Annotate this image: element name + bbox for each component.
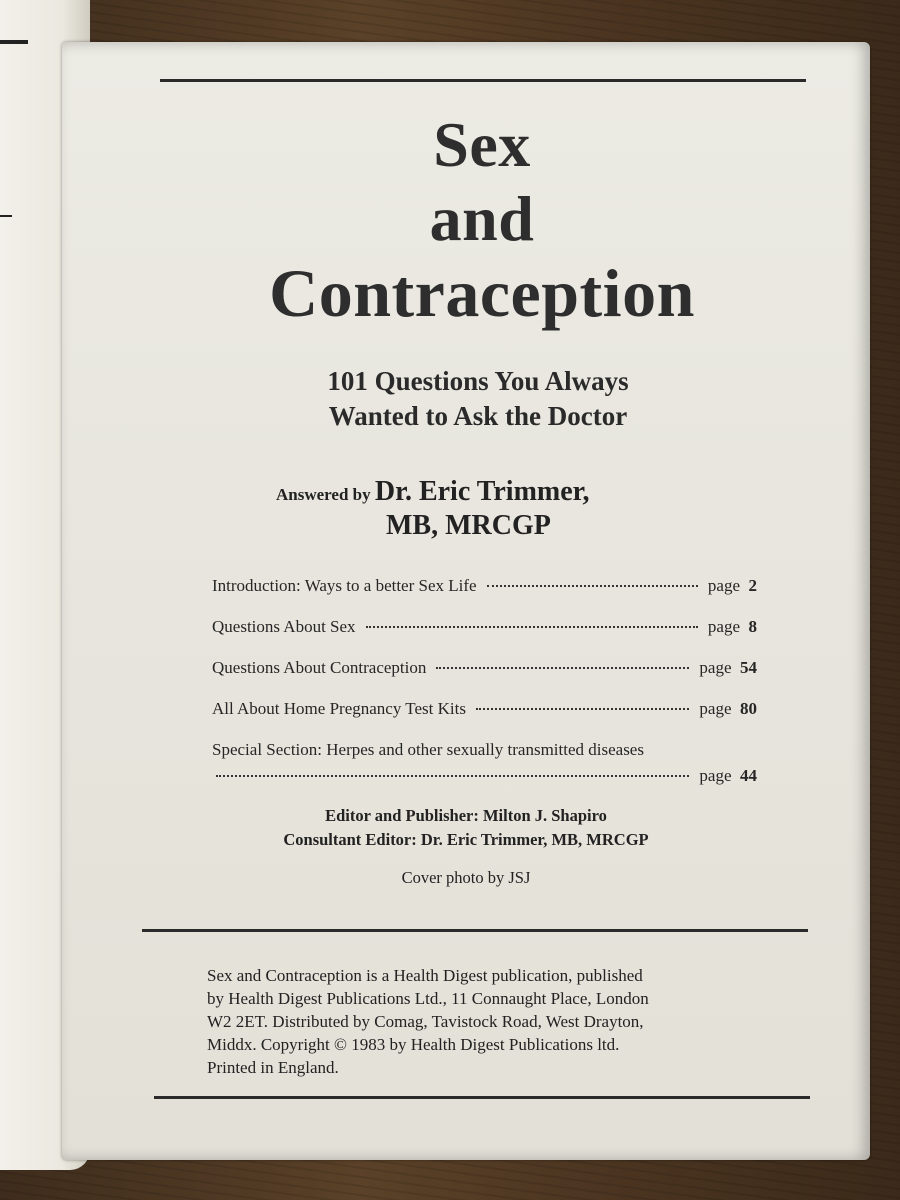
toc-page-ref <box>699 699 757 719</box>
toc-entry <box>212 617 757 658</box>
toc-entry-label: Questions About Sex <box>212 617 356 636</box>
facing-page-rule <box>0 40 28 44</box>
bottom-rule <box>154 1096 810 1099</box>
toc-page-ref <box>708 617 757 637</box>
toc-entry <box>212 699 757 740</box>
author-credit <box>276 476 590 542</box>
toc-leader-dots <box>366 626 698 628</box>
toc-entry-label: Special Section: Herpes and other sexually transmitted diseases <box>212 740 644 759</box>
toc-leader-dots <box>476 708 689 710</box>
author-prefix: Answered by <box>276 485 371 504</box>
consultant-credit: Consultant Editor: Dr. Eric Trimmer, MB, MRCGP <box>283 830 649 849</box>
imprint-line: Sex and Contraception is a Health Digest publication, published <box>207 966 643 985</box>
publication-imprint <box>207 964 762 1079</box>
editor-credit: Editor and Publisher: Milton J. Shapiro <box>325 806 607 825</box>
toc-entry <box>212 658 757 699</box>
top-rule <box>160 79 806 82</box>
toc-entry-label: Introduction: Ways to a better Sex Life <box>212 576 477 595</box>
toc-page-word: page <box>699 766 732 785</box>
title-line-3: Contraception <box>269 255 695 331</box>
subtitle-line-1: 101 Questions You Always <box>327 366 629 396</box>
toc-page-word: page <box>699 699 732 718</box>
subtitle <box>74 364 882 434</box>
toc-leader-dots <box>487 585 698 587</box>
toc-page-number: 44 <box>740 766 757 785</box>
toc-leader-dots <box>436 667 689 669</box>
facing-page-rule <box>0 215 12 217</box>
toc-entry <box>212 576 757 617</box>
cover-photo-credit: Cover photo by JSJ <box>401 868 531 887</box>
toc-page-word: page <box>707 576 740 595</box>
author-name: Dr. Eric Trimmer, <box>374 476 590 507</box>
toc-page-number: 2 <box>748 576 757 595</box>
title-line-2: and <box>429 183 535 254</box>
toc-entry-continuation <box>212 766 757 786</box>
author-qualifications: MB, MRCGP <box>386 510 551 541</box>
imprint-line: Printed in England. <box>207 1058 339 1077</box>
toc-page-ref <box>708 576 757 596</box>
toc-entry-label: All About Home Pregnancy Test Kits <box>212 699 466 718</box>
editorial-credits <box>62 804 870 852</box>
toc-page-word: page <box>699 658 732 677</box>
imprint-line: W2 2ET. Distributed by Comag, Tavistock Road, West Drayton, <box>207 1012 644 1031</box>
imprint-line: by Health Digest Publications Ltd., 11 Connaught Place, London <box>207 989 649 1008</box>
toc-page-ref <box>699 766 757 786</box>
toc-entry-label: Questions About Contraception <box>212 658 427 677</box>
imprint-line: Middx. Copyright © 1983 by Health Digest Publications ltd. <box>207 1035 620 1054</box>
toc-page-number: 8 <box>748 617 757 636</box>
title-page <box>62 42 870 1160</box>
title-line-1: Sex <box>433 109 531 180</box>
toc-leader-dots <box>216 775 689 777</box>
table-of-contents <box>212 576 757 786</box>
middle-rule <box>142 929 808 932</box>
toc-page-ref <box>699 658 757 678</box>
toc-page-number: 80 <box>740 699 757 718</box>
toc-page-number: 54 <box>740 658 757 677</box>
subtitle-line-2: Wanted to Ask the Doctor <box>328 401 628 431</box>
toc-entry <box>212 740 757 786</box>
toc-page-word: page <box>707 617 740 636</box>
